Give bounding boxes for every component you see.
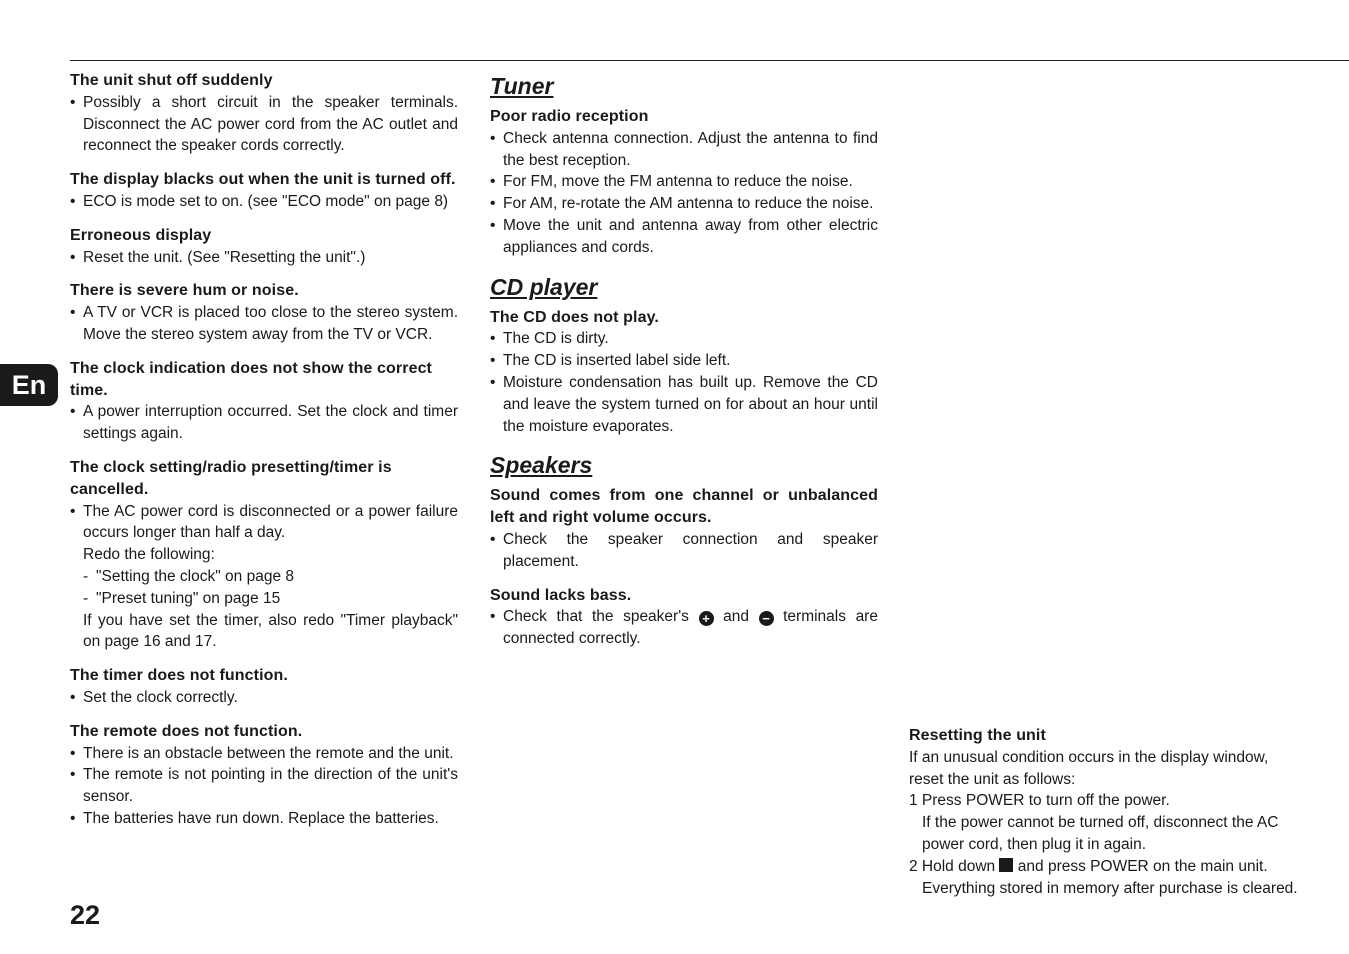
intro-text: If an unusual condition occurs in the display window, reset the unit as follows: [909,748,1269,788]
section-reset [909,725,1299,899]
minus-terminal-icon: − [759,611,774,626]
troubleshooting-section [70,70,458,157]
dash-item: - "Setting the clock" on page 8 [83,567,294,585]
heading: There is severe hum or noise. [70,282,299,300]
bullet-item: • Move the unit and antenna away from other electric appliances and cords. [490,215,878,259]
bullet-list [70,743,458,830]
heading: The unit shut off suddenly [70,72,273,89]
bullet-list [490,529,878,573]
troubleshooting-section [70,358,458,445]
bullet-list [490,606,878,650]
heading: Erroneous display [70,226,212,244]
plus-terminal-icon: + [699,611,714,626]
bullet-item: • The batteries have run down. Replace the batteries. [70,808,458,830]
heading: The remote does not function. [70,722,303,740]
stop-button-icon [999,858,1013,872]
note-text: If you have set the timer, also redo "Timer playback" on page 16 and 17. [83,611,458,651]
heading: The display blacks out when the unit is turned off. [70,171,456,189]
troubleshooting-list [70,70,458,445]
bullet-item: • The CD is dirty. [490,328,878,350]
step-1: 1 Press POWER to turn off the power. [909,792,1170,810]
bullet-list [70,501,458,545]
bullet-item: • The CD is inserted label side left. [490,350,878,372]
troubleshooting-section [70,665,458,709]
troubleshooting-list-rest [70,665,458,830]
bullet-list [490,128,878,259]
heading: Sound lacks bass. [490,586,632,604]
column-middle [490,70,878,662]
section-speakers [490,449,878,650]
troubleshooting-section [70,169,458,213]
bullet-list [490,328,878,437]
bullet-item: • A power interruption occurred. Set the clock and timer settings again. [70,401,458,445]
step-2-note: Everything stored in memory after purchase is cleared. [922,879,1298,897]
dash-item: - "Preset tuning" on page 15 [83,589,281,607]
heading: The clock indication does not show the correct time. [70,359,432,399]
header-rule [70,60,1349,61]
heading: The timer does not function. [70,667,288,685]
bullet-item: • The AC power cord is disconnected or a power failure occurs longer than half a day. [70,501,458,545]
bullet-item: • ECO is mode set to on. (see "ECO mode" on page 8) [70,191,458,213]
bullet-item: • There is an obstacle between the remote and the unit. [70,743,458,765]
bullet-item: • Check that the speaker's + and − terminals are connected correctly. [490,606,878,650]
column-left [70,70,458,842]
section-cd-player [490,271,878,438]
step-1-note: If the power cannot be turned off, disconnect the AC power cord, then plug it in again. [922,814,1279,853]
section-title: CD player [490,273,598,300]
section-tuner [490,70,878,259]
heading: Sound comes from one channel or unbalanced left and right volume occurs. [490,487,878,527]
troubleshooting-section [70,225,458,269]
bullet-item: • Check the speaker connection and speaker placement. [490,529,878,573]
section-clock-cancelled [70,457,458,653]
section-title: Tuner [490,73,554,99]
bullet-list [70,302,458,346]
bullet-item: • The remote is not pointing in the direction of the unit's sensor. [70,764,458,808]
redo-text: Redo the following: [83,546,215,564]
heading: Poor radio reception [490,108,649,125]
step-2: 2 Hold down and press POWER on the main unit. [909,857,1268,875]
bullet-list [70,191,458,213]
page-number: 22 [70,900,101,930]
heading: The CD does not play. [490,308,659,326]
bullet-item: • For AM, re-rotate the AM antenna to reduce the noise. [490,193,878,215]
bullet-item: • Set the clock correctly. [70,687,458,709]
section-title: Speakers [490,452,593,479]
bullet-item: • For FM, move the FM antenna to reduce the noise. [490,171,878,193]
bullet-item: • A TV or VCR is placed too close to the stereo system. Move the stereo system away from the TV or VCR. [70,302,458,346]
heading: Resetting the unit [909,727,1046,744]
bullet-list [70,687,458,709]
bullet-item: • Reset the unit. (See "Resetting the unit".) [70,247,458,269]
bullet-list [70,401,458,445]
troubleshooting-section [70,280,458,345]
bullet-item: • Moisture condensation has built up. Remove the CD and leave the system turned on for about an hour until the moisture evaporates. [490,372,878,437]
language-tab: En [0,364,58,406]
troubleshooting-section [70,721,458,830]
bullet-list [70,92,458,157]
bullet-item: • Check antenna connection. Adjust the antenna to find the best reception. [490,128,878,172]
heading: The clock setting/radio presetting/timer is cancelled. [70,458,392,498]
bullet-list [70,247,458,269]
bullet-item: • Possibly a short circuit in the speaker terminals. Disconnect the AC power cord from the AC outlet and reconnect the speaker cords correctly. [70,92,458,157]
